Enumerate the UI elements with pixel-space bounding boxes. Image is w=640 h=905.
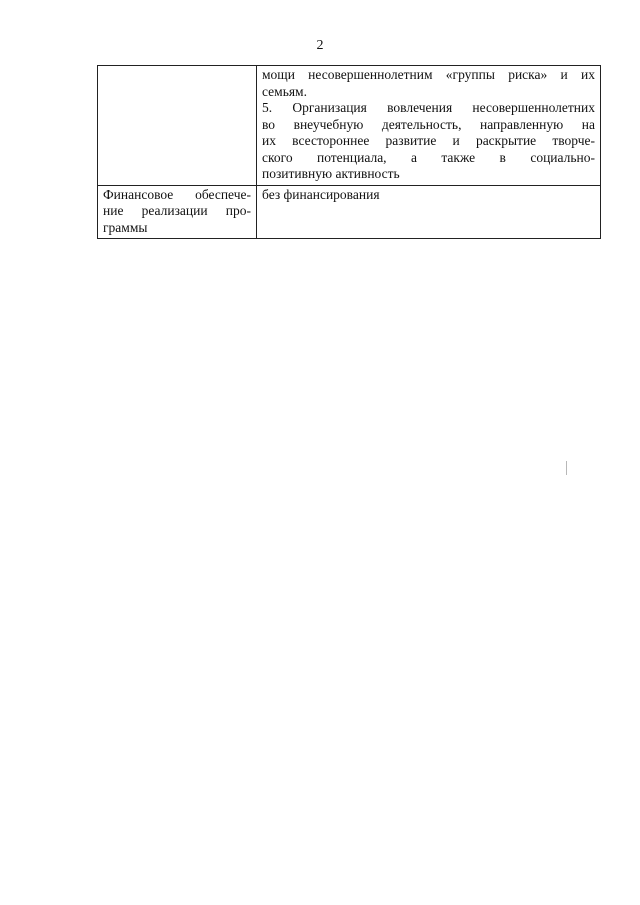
scan-artifact [566, 461, 567, 475]
table-row [98, 185, 601, 239]
page-number: 2 [316, 38, 324, 53]
table-cell-funding-label [98, 185, 257, 239]
table-cell-tasks-continued [257, 66, 601, 186]
text-line: мощи несовершеннолетним «группы риска» и их [262, 67, 595, 82]
text-line: во внеучебную деятельность, направленную на [262, 116, 595, 132]
text-line: 5. Организация вовлечения несовершеннолетних [262, 100, 595, 115]
text-line: граммы [103, 219, 148, 235]
table-row [98, 66, 601, 186]
table-cell-funding-value: без финансирования [257, 185, 601, 239]
text-line: ние реализации про- [103, 203, 251, 218]
table-cell-empty [98, 66, 257, 186]
text-line: ского потенциала, а также в социально- [262, 149, 595, 165]
text-line: позитивную активность [262, 166, 400, 181]
text-line: Финансовое обеспече- [103, 186, 251, 202]
text-line: их всестороннее развитие и раскрытие творче- [262, 133, 595, 148]
text-line: семьям. [262, 83, 307, 99]
program-passport-table [97, 65, 601, 239]
